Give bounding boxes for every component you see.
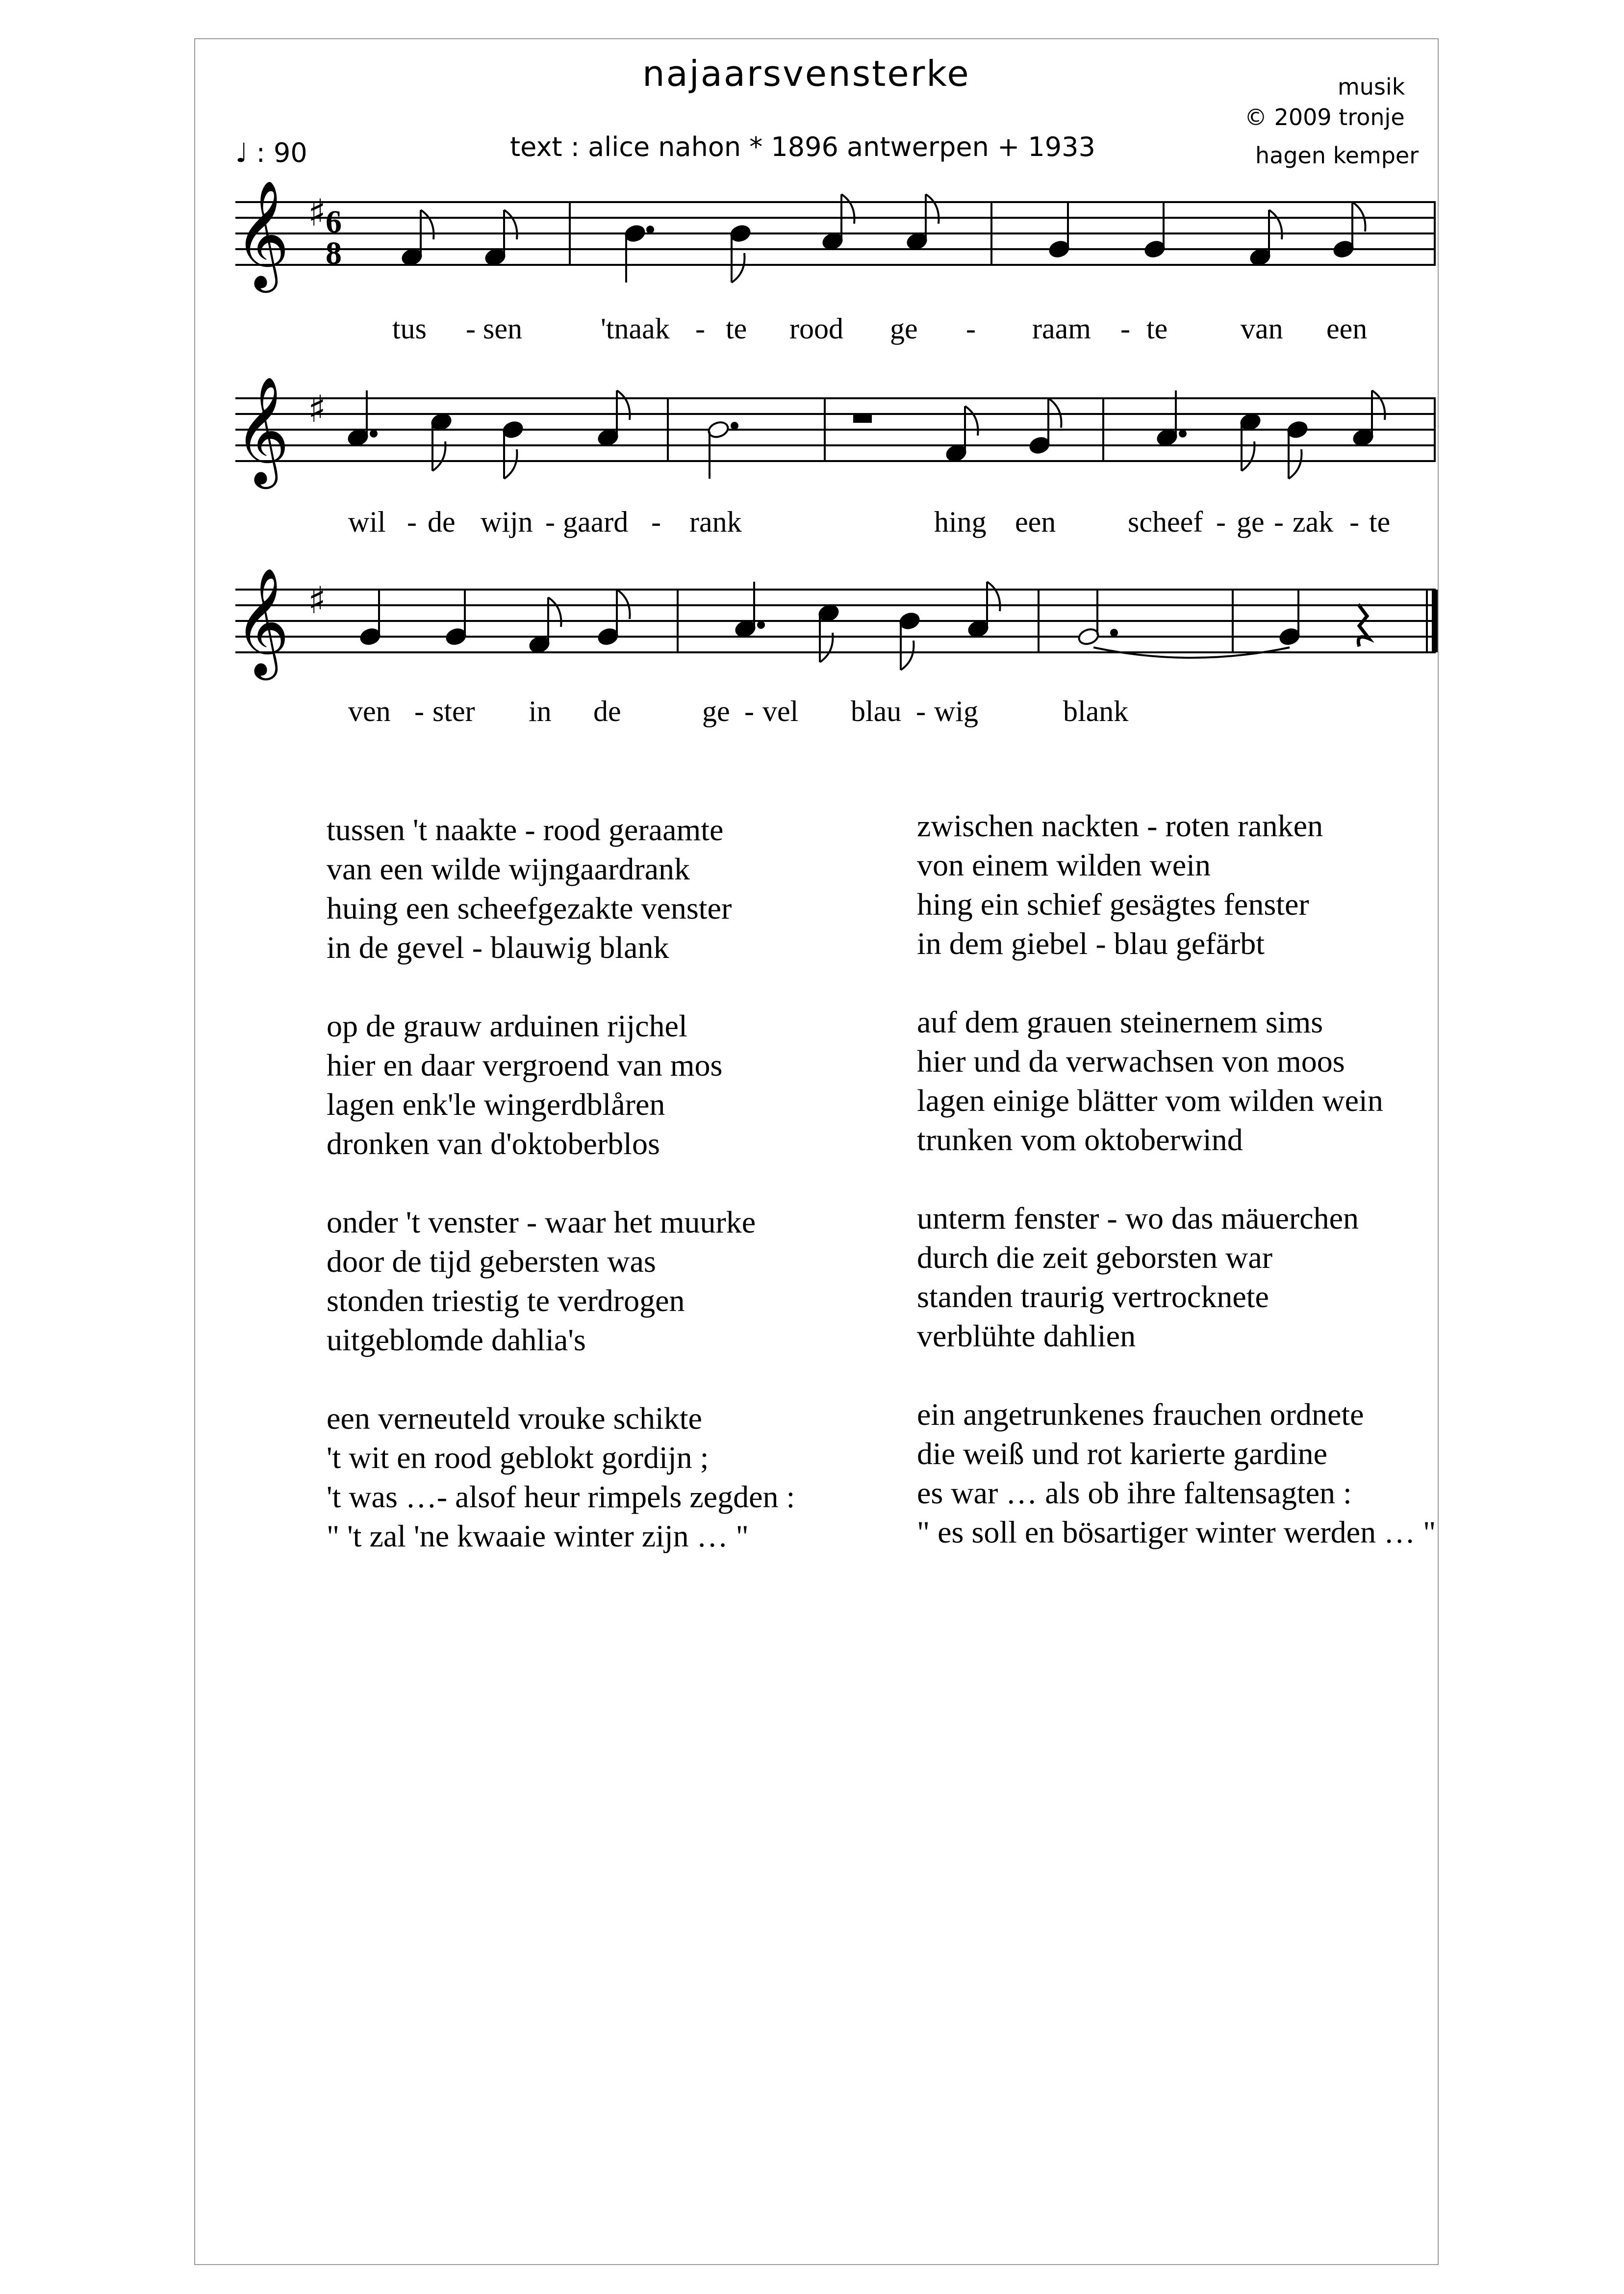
staff-system-1 xyxy=(234,180,1436,293)
lyric-syllable: gaard xyxy=(563,506,629,538)
verse-line: in de gevel - blauwig blank xyxy=(327,930,669,965)
staff-system-3 xyxy=(234,567,1438,680)
verse-line: ein angetrunkenes frauchen ordnete xyxy=(917,1397,1364,1432)
lyric-syllable: een xyxy=(1015,506,1056,538)
song-title: najaarsvensterke xyxy=(642,53,970,94)
verse-line: standen traurig vertrocknete xyxy=(917,1279,1269,1314)
verse-line: trunken vom oktoberwind xyxy=(917,1122,1243,1157)
lyric-syllable: van xyxy=(1241,312,1283,345)
lyric-hyphen: - xyxy=(466,312,476,345)
lyric-syllable: rank xyxy=(689,506,742,538)
lyric-syllable: sen xyxy=(483,312,522,345)
lyric-hyphen: - xyxy=(1274,506,1284,538)
lyric-syllable: ster xyxy=(432,695,475,727)
verse-line: een verneuteld vrouke schikte xyxy=(327,1401,702,1436)
dutch-verses xyxy=(327,810,795,1595)
verse-line: uitgeblomde dahlia's xyxy=(327,1322,586,1357)
verse-line: die weiß und rot karierte gardine xyxy=(917,1436,1327,1471)
lyric-syllable: wig xyxy=(934,695,978,727)
treble-clef-icon: 𝄞 xyxy=(234,567,290,675)
lyric-syllable: vel xyxy=(762,695,799,727)
lyric-syllable: de xyxy=(428,506,456,538)
verse-line: zwischen nackten - roten ranken xyxy=(917,808,1323,843)
lyric-syllable: ge xyxy=(1237,506,1265,538)
verse-line: lagen einige blätter vom wilden wein xyxy=(917,1083,1383,1118)
verse-stanza xyxy=(327,1203,795,1360)
verse-stanza xyxy=(917,1395,1436,1552)
lyric-syllable: in xyxy=(529,695,552,727)
lyric-syllable: hing xyxy=(934,506,987,538)
staff-system-2 xyxy=(234,376,1436,489)
lyric-syllable: wijn xyxy=(481,506,533,538)
sharp-icon: ♯ xyxy=(308,387,326,431)
lyric-syllable: wil xyxy=(348,506,386,538)
verse-line: hing ein schief gesägtes fenster xyxy=(917,887,1309,922)
treble-clef-icon: 𝄞 xyxy=(234,376,290,484)
sharp-icon: ♯ xyxy=(308,191,326,234)
sharp-icon: ♯ xyxy=(308,578,326,622)
lyric-hyphen: - xyxy=(651,506,661,538)
lyric-hyphen: - xyxy=(407,506,417,538)
verse-stanza xyxy=(327,1006,795,1163)
lyric-hyphen: - xyxy=(1349,506,1359,538)
verse-line: " 't zal 'ne kwaaie winter zijn … " xyxy=(327,1519,749,1553)
verse-stanza xyxy=(917,1199,1436,1356)
lyric-syllable: ge xyxy=(702,695,730,727)
verse-line: verblühte dahlien xyxy=(917,1318,1136,1353)
lyric-syllable: te xyxy=(1369,506,1391,538)
composer-line-1: musik xyxy=(1338,74,1405,100)
text-credit: text : alice nahon * 1896 antwerpen + 1933 xyxy=(510,131,1095,162)
verse-line: unterm fenster - wo das mäuerchen xyxy=(917,1201,1359,1236)
verse-line: dronken van d'oktoberblos xyxy=(327,1126,660,1161)
lyric-syllable: rood xyxy=(789,312,843,345)
verse-line: op de grauw arduinen rijchel xyxy=(327,1008,687,1043)
verse-line: von einem wilden wein xyxy=(917,848,1211,882)
verse-stanza xyxy=(917,1003,1436,1160)
lyric-syllable: een xyxy=(1326,312,1368,345)
verse-line: onder 't venster - waar het muurke xyxy=(327,1205,756,1239)
verse-line: van een wilde wijngaardrank xyxy=(327,851,690,886)
lyric-syllable: ven xyxy=(348,695,391,727)
lyric-hyphen: - xyxy=(966,312,976,345)
lyric-syllable: de xyxy=(593,695,621,727)
time-sig-denominator: 8 xyxy=(326,235,342,271)
german-verses xyxy=(917,806,1436,1591)
lyric-syllable: te xyxy=(1146,312,1168,345)
lyric-hyphen: - xyxy=(916,695,926,727)
music-score xyxy=(0,0,1624,785)
lyric-syllable: te xyxy=(726,312,747,345)
verse-line: tussen 't naakte - rood geraamte xyxy=(327,812,724,847)
lyric-hyphen: - xyxy=(545,506,555,538)
verse-line: hier und da verwachsen von moos xyxy=(917,1044,1345,1079)
verse-line: auf dem grauen steinernem sims xyxy=(917,1005,1323,1039)
verse-line: hier en daar vergroend van mos xyxy=(327,1048,723,1083)
lyric-syllable: blank xyxy=(1063,695,1129,727)
final-barline xyxy=(1432,590,1438,652)
tempo-marking: ♩ : 90 xyxy=(235,137,307,168)
lyric-syllable: scheef xyxy=(1128,506,1203,538)
lyric-hyphen: - xyxy=(414,695,424,727)
verse-line: in dem giebel - blau gefärbt xyxy=(917,926,1265,961)
verse-line: 't was …- alsof heur rimpels zegden : xyxy=(327,1479,795,1514)
composer-line-3: hagen kemper xyxy=(1255,142,1419,169)
verse-stanza xyxy=(327,1399,795,1556)
verse-stanza xyxy=(327,810,795,967)
lyric-hyphen: - xyxy=(1120,312,1130,345)
lyric-hyphen: - xyxy=(1216,506,1226,538)
verse-line: door de tijd gebersten was xyxy=(327,1244,656,1279)
lyric-syllable: 'tnaak xyxy=(601,312,670,345)
lyric-syllable: tus xyxy=(392,312,427,345)
lyric-syllable: ge xyxy=(890,312,918,345)
lyric-syllable: blau xyxy=(851,695,902,727)
lyric-hyphen: - xyxy=(695,312,705,345)
verse-line: lagen enk'le wingerdblåren xyxy=(327,1087,665,1122)
lyric-syllable: raam xyxy=(1032,312,1091,345)
verse-line: es war … als ob ihre faltensagten : xyxy=(917,1475,1352,1510)
verse-line: huing een scheefgezakte venster xyxy=(327,891,732,926)
verse-stanza xyxy=(917,806,1436,963)
notes xyxy=(401,194,1365,283)
lyric-syllable: zak xyxy=(1293,506,1334,538)
verse-line: " es soll en bösartiger winter werden … " xyxy=(917,1515,1436,1549)
half-rest xyxy=(854,415,871,422)
lyric-hyphen: - xyxy=(744,695,754,727)
verse-line: stonden triestig te verdrogen xyxy=(327,1283,685,1318)
time-sig-numerator: 6 xyxy=(326,204,342,240)
verse-line: 't wit en rood geblokt gordijn ; xyxy=(327,1440,709,1475)
treble-clef-icon: 𝄞 xyxy=(234,180,290,288)
verse-line: durch die zeit geborsten war xyxy=(917,1240,1273,1275)
quarter-rest xyxy=(1358,604,1369,646)
composer-line-2: © 2009 tronje xyxy=(1244,104,1405,130)
